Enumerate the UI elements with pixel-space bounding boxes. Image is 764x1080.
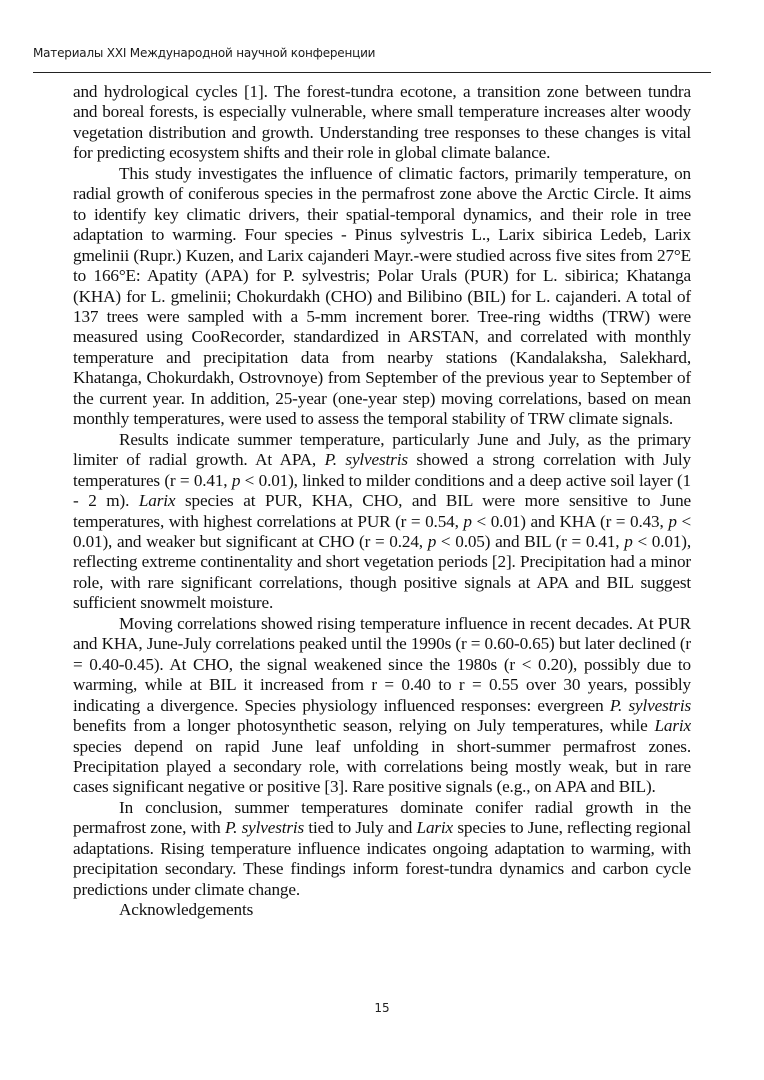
paragraph-results xyxy=(73,430,691,614)
text-run: Acknowledgements xyxy=(119,900,254,920)
running-header: Материалы XXI Международной научной конференции xyxy=(33,46,376,60)
italic-term: p xyxy=(427,531,437,551)
text-run: species to June, reflecting regional adaptations. Rising temperature influence indicates ongoing adaptation to warming, with precipitation secondary. These findings inform forest-tundra dynamics and carbon cycle predictions under climate change. xyxy=(73,818,691,899)
italic-term: P. sylvestris xyxy=(324,450,408,470)
paragraph-acknowledgements-heading xyxy=(73,900,691,920)
paragraph-conclusion xyxy=(73,798,691,900)
text-run: species depend on rapid June leaf unfolding in short-summer permafrost zones. Precipitation played a secondary role, with correlations being mostly weak, but in rare cases significant negative or positive [3]. Rare positive signals (e.g., on APA and BIL). xyxy=(73,736,691,797)
italic-term: p xyxy=(624,531,633,551)
paragraph-methods xyxy=(73,164,691,430)
text-run: tied to July and xyxy=(304,818,417,838)
header-rule xyxy=(33,72,711,73)
text-run: Results indicate summer temperature, particularly June and July, as the primary limiter of radial growth. At APA, xyxy=(73,429,691,470)
italic-term: p xyxy=(668,511,677,531)
text-run: < 0.01), linked to milder conditions and a deep active soil layer (1 - 2 m). xyxy=(73,470,691,511)
italic-term: P. sylvestris xyxy=(224,818,305,838)
body-text xyxy=(73,82,691,921)
text-run: < 0.01) and KHA (r = 0.43, xyxy=(471,511,669,531)
italic-term: P. sylvestris xyxy=(609,695,691,715)
paragraph-moving-correlations xyxy=(73,614,691,798)
italic-term: Larix xyxy=(416,818,454,838)
text-run: benefits from a longer photosynthetic season, relying on July temperatures, while xyxy=(73,716,655,736)
text-run: In conclusion, summer temperatures dominate conifer radial growth in the permafrost zone, with xyxy=(73,797,691,838)
italic-term: Larix xyxy=(654,716,691,736)
paragraph-intro-continuation xyxy=(73,82,691,164)
page-number: 15 xyxy=(374,1001,390,1015)
text-run: < 0.01), and weaker but significant at CHO (r = 0.24, xyxy=(73,511,691,551)
italic-term: p xyxy=(231,470,241,490)
italic-term: Larix xyxy=(138,491,176,511)
text-run: Moving correlations showed rising temperature influence in recent decades. At PUR and KHA, June-July correlations peaked until the 1990s (r = 0.60-0.65) but later declined (r = 0.40-0.45). At CHO, the signal weakened since the 1980s (r < 0.20), possibly due to warming, while at BIL it increased from r = 0.40 to r = 0.55 over 30 years, possibly indicating a divergence. Species physiology influenced responses: evergreen xyxy=(73,613,691,715)
text-run: and hydrological cycles [1]. The forest-tundra ecotone, a transition zone between tundra and boreal forests, is especially vulnerable, where small temperature increases alter woody vegetation distribution and growth. Understanding tree responses to these changes is vital for predicting ecosystem shifts and their role in global climate balance. xyxy=(73,82,691,163)
text-run: < 0.01), reflecting extreme continentality and short vegetation periods [2]. Precipitation had a minor role, with rare significant correlations, though positive signals at APA and BIL suggest sufficient snowmelt moisture. xyxy=(73,531,691,613)
text-run: This study investigates the influence of climatic factors, primarily temperature, on radial growth of coniferous species in the permafrost zone above the Arctic Circle. It aims to identify key climatic drivers, their spatial-temporal dynamics, and their role in tree adaptation to warming. Four species - Pinus sylvestris L., Larix sibirica Ledeb, Larix gmelinii (Rupr.) Kuzen, and Larix cajanderi Mayr.-were studied across five sites from 27°E to 166°E: Apatity (APA) for P. sylvestris; Polar Urals (PUR) for L. sibirica; Khatanga (KHA) for L. gmelinii; Chokurdakh (CHO) and Bilibino (BIL) for L. cajanderi. A total of 137 trees were sampled with a 5-mm increment borer. Tree-ring widths (TRW) were measured using CooRecorder, standardized in ARSTAN, and correlated with monthly temperature and precipitation data from nearby stations (Kandalaksha, Salekhard, Khatanga, Chokurdakh, Ostrovnoye) from September of the previous year to September of the current year. In addition, 25-year (one-year step) moving correlations, based on mean monthly temperatures, were used to assess the temporal stability of TRW climate signals. xyxy=(73,163,691,429)
text-run: species at PUR, KHA, CHO, and BIL were more sensitive to June temperatures, with highest correlations at PUR (r = 0.54, xyxy=(73,491,691,531)
italic-term: p xyxy=(463,511,472,531)
text-run: < 0.05) and BIL (r = 0.41, xyxy=(436,531,625,551)
text-run: showed a strong correlation with July temperatures (r = 0.41, xyxy=(73,450,691,490)
